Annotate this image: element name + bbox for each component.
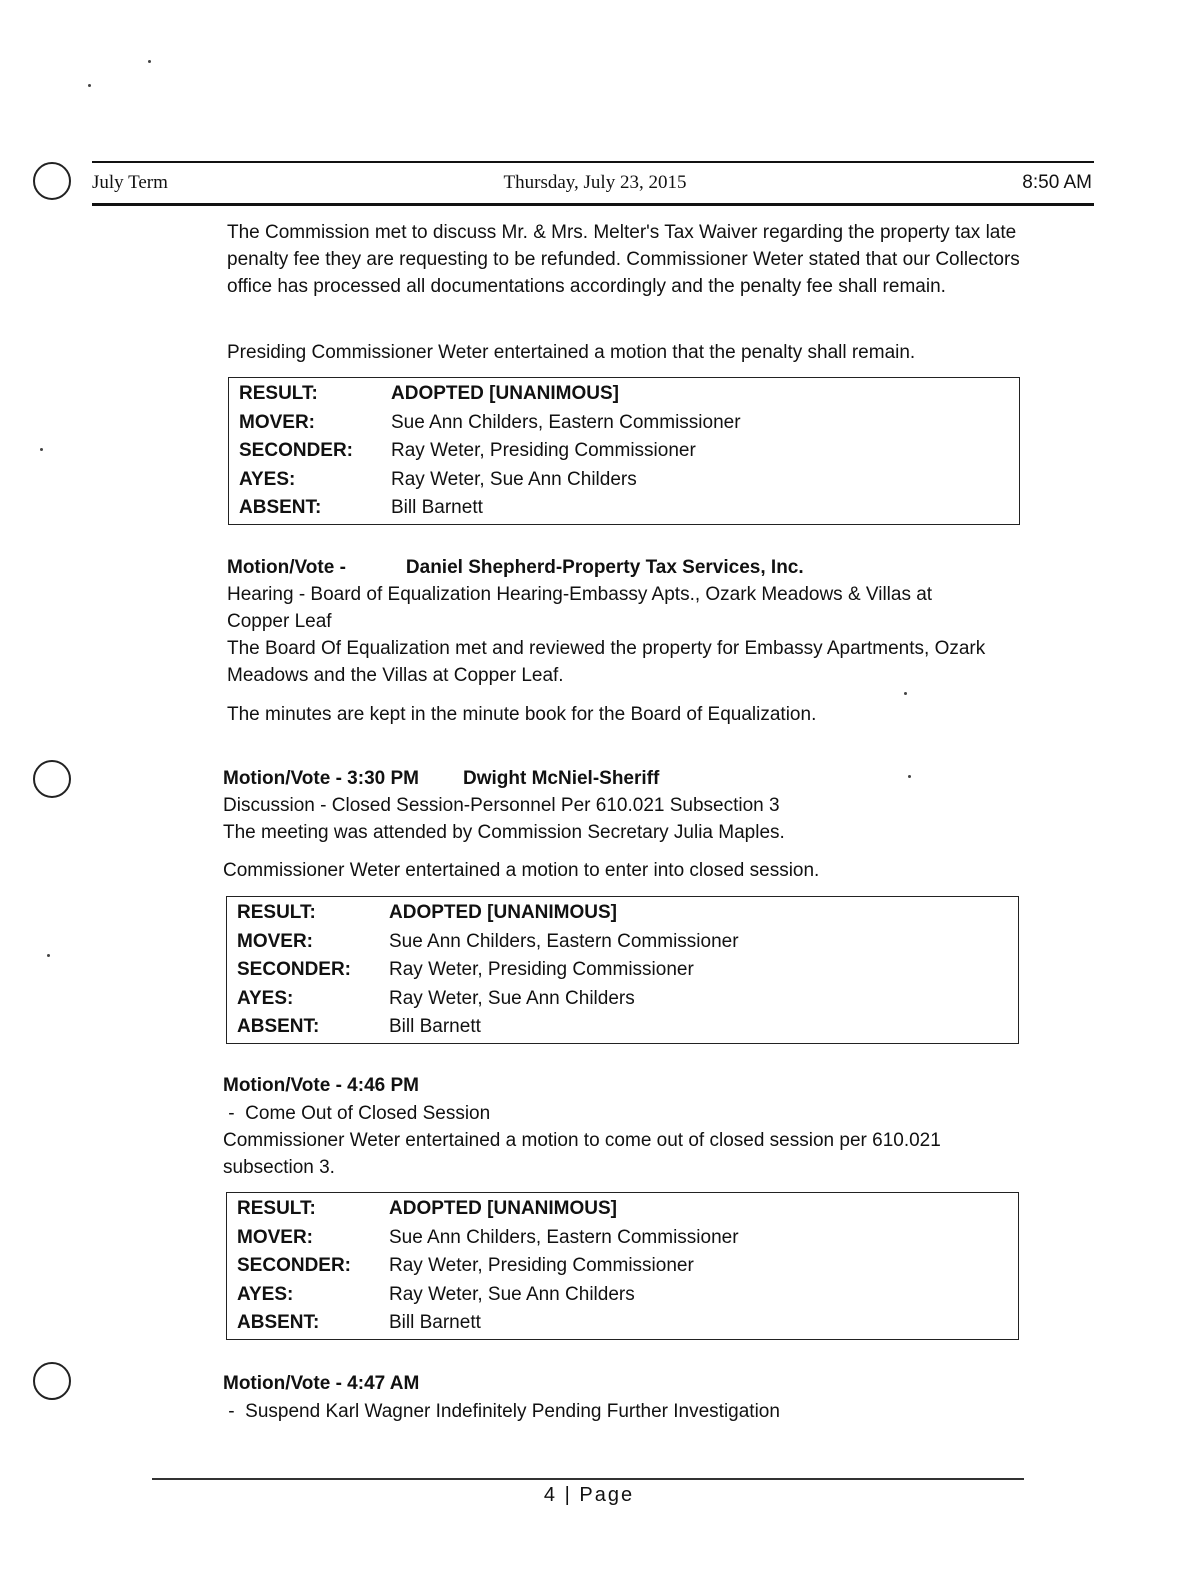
vote-result-box	[226, 896, 1019, 1044]
motion-heading-447: Motion/Vote - 4:47 AM	[223, 1373, 420, 1394]
attended-line: The meeting was attended by Commission Secretary Julia Maples.	[223, 822, 785, 843]
vote-label-seconder: SECONDER:	[237, 1255, 352, 1276]
footer-rule	[152, 1478, 1024, 1480]
scan-speck	[148, 60, 151, 63]
vote-mover-value: Sue Ann Childers, Eastern Commissioner	[391, 412, 741, 433]
vote-absent-value: Bill Barnett	[389, 1312, 481, 1333]
vote-result-box	[228, 377, 1020, 525]
vote-label-mover: MOVER:	[239, 412, 315, 433]
motion-heading-prefix: Motion/Vote - 3:30 PM	[223, 768, 419, 789]
melter-tax-waiver-paragraph: The Commission met to discuss Mr. & Mrs. Melter's Tax Waiver regarding the property tax late penalty fee they are requesting to be refunded. Commissioner Weter stated that our Collectors office has processed all documentations accordingly and the penalty fee shall remain.	[227, 222, 1020, 297]
vote-mover-value: Sue Ann Childers, Eastern Commissioner	[389, 1227, 739, 1248]
vote-label-mover: MOVER:	[237, 1227, 313, 1248]
vote-seconder-value: Ray Weter, Presiding Commissioner	[389, 959, 694, 980]
scan-speck	[88, 84, 91, 87]
vote-result-value: ADOPTED [UNANIMOUS]	[391, 383, 619, 404]
minutes-note: The minutes are kept in the minute book for the Board of Equalization.	[227, 704, 817, 725]
header-term: July Term	[92, 172, 168, 193]
motion-text-penalty: Presiding Commissioner Weter entertained a motion that the penalty shall remain.	[227, 342, 916, 363]
vote-ayes-value: Ray Weter, Sue Ann Childers	[391, 469, 637, 490]
vote-absent-value: Bill Barnett	[389, 1016, 481, 1037]
vote-label-seconder: SECONDER:	[239, 440, 354, 461]
vote-label-ayes: AYES:	[237, 1284, 294, 1305]
motion-heading-name: Daniel Shepherd-Property Tax Services, Inc.	[405, 557, 804, 578]
header-date: Thursday, July 23, 2015	[503, 172, 687, 193]
vote-absent-value: Bill Barnett	[391, 497, 483, 518]
vote-label-result: RESULT:	[237, 1198, 316, 1219]
vote-seconder-value: Ray Weter, Presiding Commissioner	[389, 1255, 694, 1276]
vote-label-ayes: AYES:	[239, 469, 296, 490]
binder-hole-icon	[33, 760, 71, 798]
board-of-equalization-paragraph: The Board Of Equalization met and reviewed the property for Embassy Apartments, Ozark Meadows and the Villas at Copper Leaf.	[227, 638, 986, 686]
vote-label-mover: MOVER:	[237, 931, 313, 952]
vote-label-ayes: AYES:	[237, 988, 294, 1009]
come-out-closed-session-line: - Come Out of Closed Session	[223, 1103, 491, 1124]
vote-label-seconder: SECONDER:	[237, 959, 352, 980]
motion-heading-name: Dwight McNiel-Sheriff	[462, 768, 660, 789]
vote-result-box	[226, 1192, 1019, 1340]
header-time: 8:50 AM	[1022, 172, 1092, 193]
motion-heading-prefix: Motion/Vote -	[227, 557, 346, 578]
motion-text-come-out: Commissioner Weter entertained a motion to come out of closed session per 610.021 subsection 3.	[223, 1130, 941, 1178]
discussion-line: Discussion - Closed Session-Personnel Per 610.021 Subsection 3	[223, 795, 780, 816]
motion-heading-mcniel	[223, 765, 1123, 792]
vote-label-absent: ABSENT:	[237, 1312, 320, 1333]
scan-speck	[47, 954, 50, 957]
binder-hole-icon	[33, 1362, 71, 1400]
motion-heading-shepherd	[227, 554, 1127, 581]
vote-ayes-value: Ray Weter, Sue Ann Childers	[389, 1284, 635, 1305]
vote-label-absent: ABSENT:	[239, 497, 322, 518]
vote-ayes-value: Ray Weter, Sue Ann Childers	[389, 988, 635, 1009]
vote-seconder-value: Ray Weter, Presiding Commissioner	[391, 440, 696, 461]
motion-text-closed-session: Commissioner Weter entertained a motion to enter into closed session.	[223, 860, 820, 881]
vote-label-result: RESULT:	[237, 902, 316, 923]
vote-result-value: ADOPTED [UNANIMOUS]	[389, 902, 617, 923]
motion-heading-446: Motion/Vote - 4:46 PM	[223, 1075, 419, 1096]
scan-speck	[904, 692, 907, 695]
scan-speck	[40, 448, 43, 451]
vote-result-value: ADOPTED [UNANIMOUS]	[389, 1198, 617, 1219]
vote-mover-value: Sue Ann Childers, Eastern Commissioner	[389, 931, 739, 952]
header-bottom-rule	[92, 203, 1094, 206]
header-top-rule	[92, 161, 1094, 163]
suspend-line: - Suspend Karl Wagner Indefinitely Pending Further Investigation	[223, 1401, 780, 1422]
page-number: 4 | Page	[543, 1484, 635, 1506]
vote-label-absent: ABSENT:	[237, 1016, 320, 1037]
vote-label-result: RESULT:	[239, 383, 318, 404]
hearing-line: Hearing - Board of Equalization Hearing-Embassy Apts., Ozark Meadows & Villas at Copper Leaf	[227, 584, 933, 632]
